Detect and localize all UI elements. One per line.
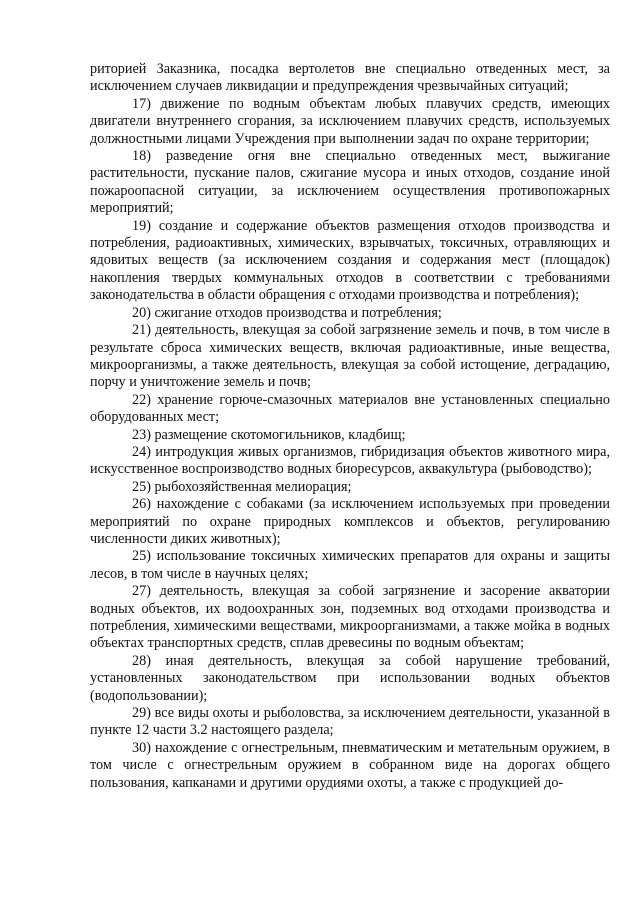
paragraph-continuation: риторией Заказника, посадка вертолетов вне специально отведенных мест, за исключением случаев ликвидации и предупреждения чрезвычайных ситуаций; (90, 61, 610, 95)
paragraph-item-23: 23) размещение скотомогильников, кладбищ; (132, 426, 406, 443)
paragraph-item-30: 30) нахождение с огнестрельным, пневматическим и метательным оружием, в том числе с огнестрельным оружием в собранном виде на дорогах общего пользования, капканами и другими орудиями охоты, а также с продукцией до- (90, 739, 610, 791)
paragraph-item-19: 19) создание и содержание объектов размещения отходов производства и потребления, радиоактивных, химических, взрывчатых, токсичных, отравляющих и ядовитых веществ (за исключением создания и содержания мест (площадок) накопления твердых коммунальных отходов в соответствии с требованиями законодательства в области обращения с отходами производства и потребления); (90, 217, 610, 304)
paragraph-item-29: 29) все виды охоты и рыболовства, за исключением деятельности, указанной в пункте 12 части 3.2 настоящего раздела; (90, 705, 610, 739)
paragraph-item-20: 20) сжигание отходов производства и потребления; (132, 304, 442, 321)
document-page (90, 61, 610, 792)
paragraph-item-25b: 25) использование токсичных химических препаратов для охраны и защиты лесов, в том числе в научных целях; (90, 548, 610, 582)
paragraph-item-28: 28) иная деятельность, влекущая за собой нарушение требований, установленных законодательством при использовании водных объектов (водопользовании); (90, 652, 610, 704)
paragraph-item-27: 27) деятельность, влекущая за собой загрязнение и засорение акватории водных объектов, их водоохранных зон, подземных вод отходами производства и потребления, химическими веществами, микроорганизмами, а также мойка в водных объектах транспортных средств, сплав древесины по водным объектам; (90, 583, 610, 652)
paragraph-item-25a: 25) рыбохозяйственная мелиорация; (132, 478, 352, 495)
paragraph-item-21: 21) деятельность, влекущая за собой загрязнение земель и почв, в том числе в результате сброса химических веществ, включая радиоактивные, иные вещества, микроорганизмы, а также деятельность, влекущая за собой истощение, деградацию, порчу и уничтожение земель и почв; (90, 322, 610, 391)
paragraph-item-26: 26) нахождение с собаками (за исключением используемых при проведении мероприятий по охране природных комплексов и объектов, регулированию численности диких животных); (90, 496, 610, 547)
paragraph-item-17: 17) движение по водным объектам любых плавучих средств, имеющих двигатели внутреннего сгорания, за исключением плавучих средств, используемых должностными лицами Учреждения при выполнении задач по охране территории; (90, 95, 610, 147)
paragraph-item-18: 18) разведение огня вне специально отведенных мест, выжигание растительности, пускание палов, сжигание мусора и иных отходов, создание иной пожароопасной ситуации, за исключением осуществления противопожарных мероприятий; (90, 148, 610, 217)
paragraph-item-22: 22) хранение горюче-смазочных материалов вне установленных специально оборудованных мест; (90, 391, 610, 426)
paragraph-item-24: 24) интродукция живых организмов, гибридизация объектов животного мира, искусственное воспроизводство водных биоресурсов, аквакультура (рыбоводство); (90, 443, 610, 478)
